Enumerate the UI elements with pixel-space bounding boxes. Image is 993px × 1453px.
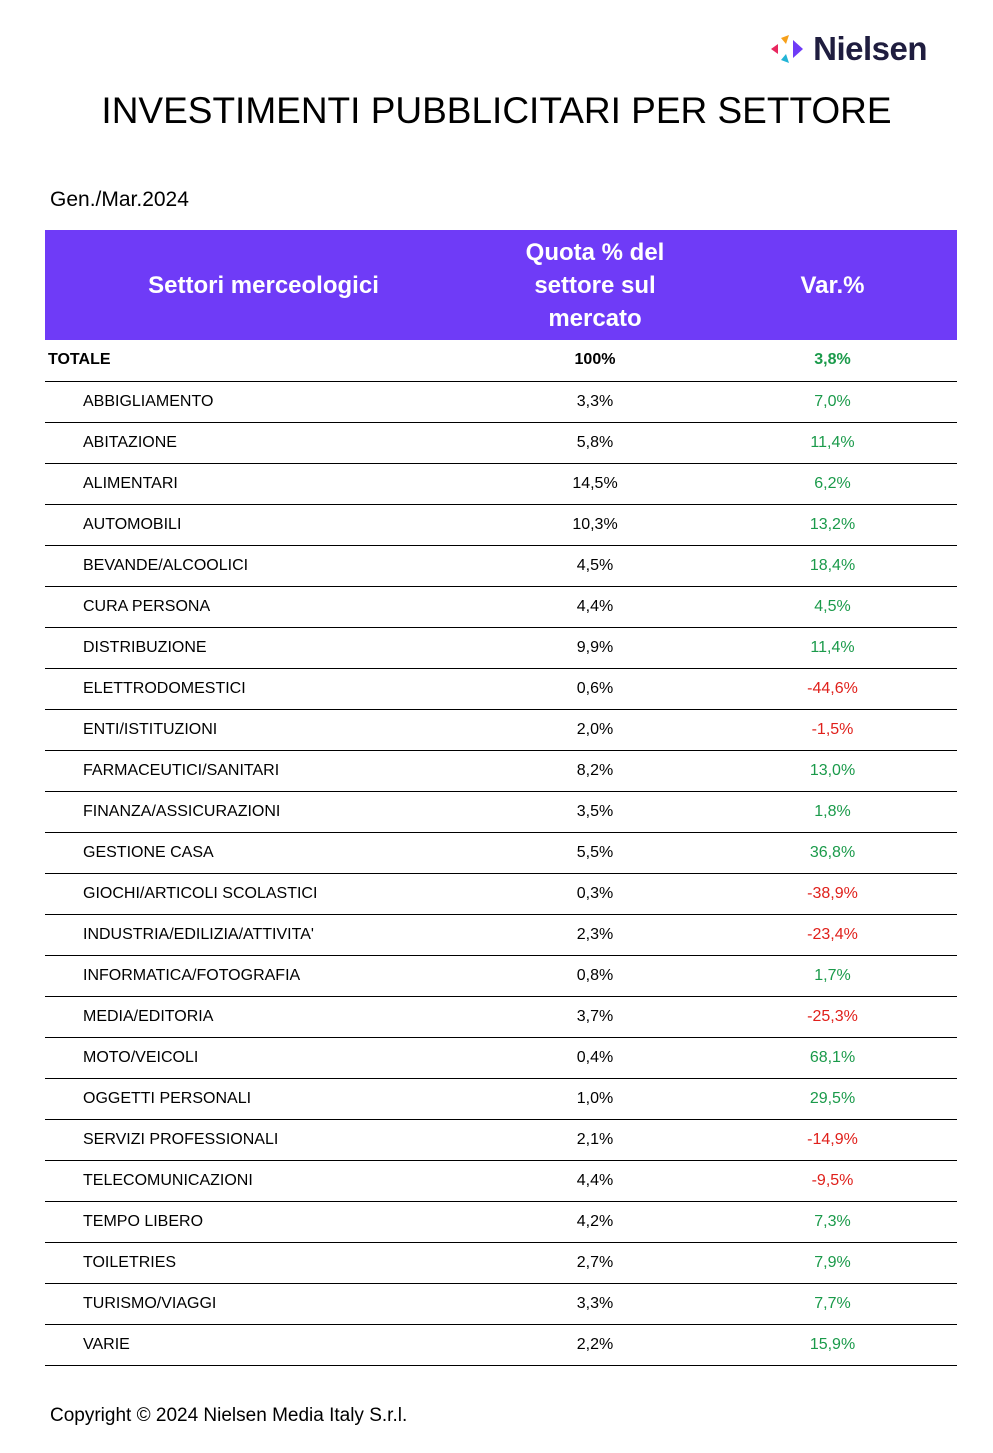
sector-quota: 3,5%	[576, 802, 614, 820]
sector-name: AUTOMOBILI	[83, 515, 182, 533]
sector-quota: 2,3%	[576, 925, 614, 943]
sector-name: ABBIGLIAMENTO	[83, 392, 214, 410]
header-quota	[482, 230, 708, 340]
table-row	[45, 955, 957, 996]
table-row	[45, 627, 957, 668]
sector-name: INDUSTRIA/EDILIZIA/ATTIVITA'	[83, 925, 314, 943]
sector-name: ALIMENTARI	[83, 474, 178, 492]
sector-var: 1,8%	[814, 802, 851, 820]
sector-name: TOILETRIES	[83, 1253, 177, 1271]
table-row	[45, 791, 957, 832]
sector-quota: 1,0%	[576, 1089, 614, 1107]
sector-var: -44,6%	[807, 679, 858, 697]
sector-var: 13,0%	[809, 761, 856, 779]
table-row	[45, 422, 957, 463]
sector-quota: 2,1%	[576, 1130, 614, 1148]
sector-table	[45, 230, 957, 1366]
copyright-text: Copyright © 2024 Nielsen Media Italy S.r.l.	[50, 1405, 408, 1426]
header-var: Var.%	[800, 271, 865, 299]
header-quota-line: mercato	[548, 304, 642, 332]
table-row	[45, 1078, 957, 1119]
total-row	[45, 340, 957, 381]
table-row	[45, 1037, 957, 1078]
table-row	[45, 1283, 957, 1324]
sector-var: -38,9%	[807, 884, 858, 902]
sector-quota: 2,0%	[576, 720, 614, 738]
sector-quota: 3,7%	[576, 1007, 614, 1025]
sector-name: GIOCHI/ARTICOLI SCOLASTICI	[83, 884, 318, 902]
sector-quota: 2,7%	[576, 1253, 614, 1271]
sector-var: -9,5%	[811, 1171, 854, 1189]
table-row	[45, 504, 957, 545]
sector-quota: 2,2%	[576, 1335, 614, 1353]
sector-quota: 5,8%	[576, 433, 614, 451]
total-name: TOTALE	[48, 351, 111, 369]
sector-quota: 10,3%	[572, 515, 618, 533]
header-quota-line: settore sul	[534, 271, 656, 299]
nielsen-logo-text: Nielsen	[813, 30, 927, 67]
sector-name: MOTO/VEICOLI	[83, 1048, 199, 1066]
sector-name: VARIE	[83, 1335, 130, 1353]
sector-var: 4,5%	[814, 597, 851, 615]
sector-var: 18,4%	[809, 556, 856, 574]
sector-name: OGGETTI PERSONALI	[83, 1089, 252, 1107]
sector-var: 7,0%	[814, 392, 851, 410]
table-row	[45, 709, 957, 750]
table-row	[45, 750, 957, 791]
total-quota: 100%	[574, 351, 616, 369]
sector-var: -25,3%	[807, 1007, 858, 1025]
sector-var: 13,2%	[809, 515, 856, 533]
page-title: INVESTIMENTI PUBBLICITARI PER SETTORE	[101, 90, 892, 131]
sector-var: 11,4%	[810, 638, 855, 656]
table-row	[45, 668, 957, 709]
sector-var: 15,9%	[809, 1335, 856, 1353]
sector-name: CURA PERSONA	[83, 597, 211, 615]
sector-quota: 4,2%	[576, 1212, 614, 1230]
sector-var: 1,7%	[814, 966, 851, 984]
sector-var: -14,9%	[807, 1130, 858, 1148]
sector-quota: 9,9%	[576, 638, 614, 656]
table-row	[45, 463, 957, 504]
sector-name: TEMPO LIBERO	[83, 1212, 204, 1230]
sector-quota: 0,3%	[576, 884, 614, 902]
sector-var: 7,9%	[814, 1253, 851, 1271]
sector-var: 36,8%	[809, 843, 856, 861]
sector-quota: 5,5%	[576, 843, 614, 861]
table-header-row	[45, 230, 957, 340]
period-label: Gen./Mar.2024	[50, 188, 189, 211]
table-row	[45, 381, 957, 422]
sector-quota: 8,2%	[576, 761, 614, 779]
sector-var: 7,3%	[814, 1212, 851, 1230]
sector-name: MEDIA/EDITORIA	[83, 1007, 214, 1025]
table-row	[45, 545, 957, 586]
sector-quota: 0,6%	[576, 679, 614, 697]
sector-var: 6,2%	[814, 474, 851, 492]
sector-var: -23,4%	[807, 925, 858, 943]
table-row	[45, 586, 957, 627]
sector-name: TELECOMUNICAZIONI	[83, 1171, 253, 1189]
sector-quota: 4,4%	[576, 597, 614, 615]
sector-name: FARMACEUTICI/SANITARI	[83, 761, 280, 779]
nielsen-logo-icon	[769, 34, 805, 64]
sector-name: GESTIONE CASA	[83, 843, 214, 861]
sector-name: TURISMO/VIAGGI	[83, 1294, 217, 1312]
header-sector: Settori merceologici	[148, 271, 379, 299]
table-row	[45, 1201, 957, 1242]
sector-quota: 14,5%	[572, 474, 618, 492]
table-row	[45, 873, 957, 914]
table-row	[45, 1119, 957, 1160]
sector-name: ENTI/ISTITUZIONI	[83, 720, 218, 738]
sector-name: BEVANDE/ALCOOLICI	[83, 556, 249, 574]
table-row	[45, 1242, 957, 1283]
table-row	[45, 1324, 957, 1365]
sector-var: 29,5%	[809, 1089, 856, 1107]
header-quota-line: Quota % del	[525, 238, 665, 266]
sector-quota: 4,4%	[576, 1171, 614, 1189]
sector-quota: 4,5%	[576, 556, 614, 574]
sector-name: INFORMATICA/FOTOGRAFIA	[83, 966, 301, 984]
sector-name: ABITAZIONE	[83, 433, 177, 451]
sector-name: FINANZA/ASSICURAZIONI	[83, 802, 281, 820]
table-row	[45, 914, 957, 955]
sector-name: ELETTRODOMESTICI	[83, 679, 246, 697]
table-row	[45, 832, 957, 873]
sector-name: DISTRIBUZIONE	[83, 638, 207, 656]
sector-var: 11,4%	[810, 433, 855, 451]
sector-quota: 0,8%	[576, 966, 614, 984]
sector-name: SERVIZI PROFESSIONALI	[83, 1130, 279, 1148]
table-row	[45, 996, 957, 1037]
sector-var: 68,1%	[809, 1048, 856, 1066]
sector-quota: 3,3%	[576, 392, 614, 410]
sector-var: 7,7%	[814, 1294, 851, 1312]
sector-quota: 3,3%	[576, 1294, 614, 1312]
total-var: 3,8%	[814, 351, 851, 369]
sector-quota: 0,4%	[576, 1048, 614, 1066]
nielsen-logo	[769, 30, 927, 68]
sector-var: -1,5%	[811, 720, 854, 738]
table-row	[45, 1160, 957, 1201]
